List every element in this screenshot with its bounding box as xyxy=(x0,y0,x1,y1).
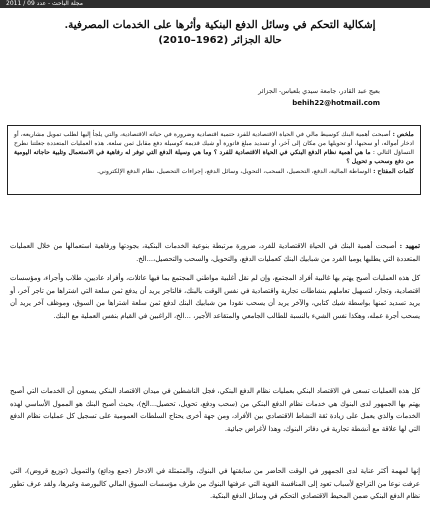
journal-issue-label: مجلة الباحث - عدد 09 / 2011 xyxy=(6,0,83,7)
article-title-line2 xyxy=(40,33,400,48)
keywords-list: الوساطة المالية، الدفع، التحصيل، السحب، التحويل، وسائل الدفع، إجراءات التحصيل، نظام الدفع الإلكتروني. xyxy=(97,168,372,175)
keywords xyxy=(14,167,414,176)
intro-paragraph xyxy=(10,240,420,265)
abstract-label: ملخص : xyxy=(392,131,414,138)
author-name: بعيج عبد القادر، جامعة سيدي بلعباس- الجزائر xyxy=(258,87,380,95)
body-paragraph-2 xyxy=(10,385,420,435)
body-paragraph-1 xyxy=(10,272,420,322)
article-title-case: حالة الجزائر xyxy=(231,35,282,46)
body-paragraph-2-text: كل هذه العمليات تسعى في الاقتصاد البنكي بعمليات نظام الدفع البنكي، فجل الناشطين في ميدان الاقتصاد البنكي يسعون أن الخدمات التي أصبح يهتم بها الجمهور لدى البنوك هي خدمات نظام الدفع البنكي من (سحب ودفع، تحويل، تحصيل...الخ)، بحيث أصبح البنك هو الممول الأساسي لهذه الخدمات والذي يعمل على زيادة ثقة النشاط الاقتصادي بين الأفراد، ومن جهة أخرى يحتاج السلطات العمومية على تسجيل كل عمليات نظام الدفع التي لها علاقة مع أنشطة تجارية في دفاتر البنوك، وهذا لأغراض جبائية. xyxy=(10,387,420,433)
article-title-line1: إشكالية التحكم في وسائل الدفع البنكية وأثرها على الخدمات المصرفية. xyxy=(64,19,376,31)
keywords-label: كلمات المفتاح : xyxy=(373,168,414,175)
intro-text: أصبحت أهمية البنك في الحياة الاقتصادية للفرد، ضرورة مرتبطة بنوعية الخدمات البنكية، بجودتها ورفاهية استعمالها من خلال العمليات المتعددة التي يطلبها يوميا الفرد من شبابيك البنك كعمليات الدفع، والتحويل، والسحب والتحصيل،...الخ. xyxy=(10,242,420,263)
intro-label: تمهيد : xyxy=(399,242,420,250)
journal-header-bar xyxy=(0,0,430,8)
abstract-question: ما هي أهمية نظام الدفع البنكي في الحياة الاقتصادية للفرد ؟ وما هي وسيلة الدفع التي توفر له رفاهية في الاستعمال وتلبية حاجاته اليومية من دفع وسحب و تحويل ؟ xyxy=(14,149,414,165)
article-title xyxy=(40,18,400,48)
abstract-body: أصبحت أهمية البنك كوسيط مالي في الحياة الاقتصادية للفرد حتمية اقتصادية وضرورة في حياته الاقتصادية، والتي يلجأ إليها لطلب تمويل مشاريعه، أو ادخار أمواله، أو سحبها، أو تحويلها من مكان إلى آخر، أو تسديد مبلغ فاتورة أو شيك قديمة كوسيلة دفع مقابل ثمن سلعة. هذه العمليات المتعددة جعلتنا نطرح التساؤل التالي : xyxy=(14,131,415,156)
body-paragraph-1-text: كل هذه العمليات أصبح يهتم بها غالبية أفراد المجتمع، وإن لم نقل أغلبية مواطني المجتمع بما فيها عائلات، وأفراد عاديين، طلاب وأجراء، ومؤسسات اقتصادية، وتجار، لتسهيل تعاملهم بنشاطات تجارية واقتصادية في نفس الوقت بالبنك، فالتاجر يريد أن يدفع ثمن سلعة التي اشتراها من تاجر آخر، أو يريد تسديد ثمنها بواسطة شيك كتابي، والآخر يريد أن يسحب نقودا من شبابيك البنك لدفع ثمن سلعة اشتراها من السوق، وموظف آخر يريد أن يسحب أجرة عمله، وهكذا نفس الشيء بالنسبة للطالب الجامعي والمتقاعد الأجير، ...الخ، الراغبين في القيام بنفس العملية مع البنك. xyxy=(10,274,420,320)
article-title-years: (1962–2010) xyxy=(158,35,229,46)
body-paragraph-3 xyxy=(10,465,420,503)
abstract-box xyxy=(7,125,421,195)
author-email[interactable]: behih22@hotmail.com xyxy=(292,99,380,107)
body-paragraph-3-text: إنها لمهمة أكثر عناية لدى الجمهور في الوقت الحاضر من سابقتها في البنوك، والمتمثلة في الادخار (جمع ودائع) والتمويل (توزيع قروض)، التي عرفت نوعا من التراجع لأسباب تعود إلى المنافسة القوية التي عرفتها البنوك من طرف مؤسسات السوق المالي كالبورصة وغيرها، ولقد عرف تطور نظام الدفع البنكي ضمن المحيط الاقتصادي التحكم في وسائل الدفع البنكية. xyxy=(10,467,420,500)
